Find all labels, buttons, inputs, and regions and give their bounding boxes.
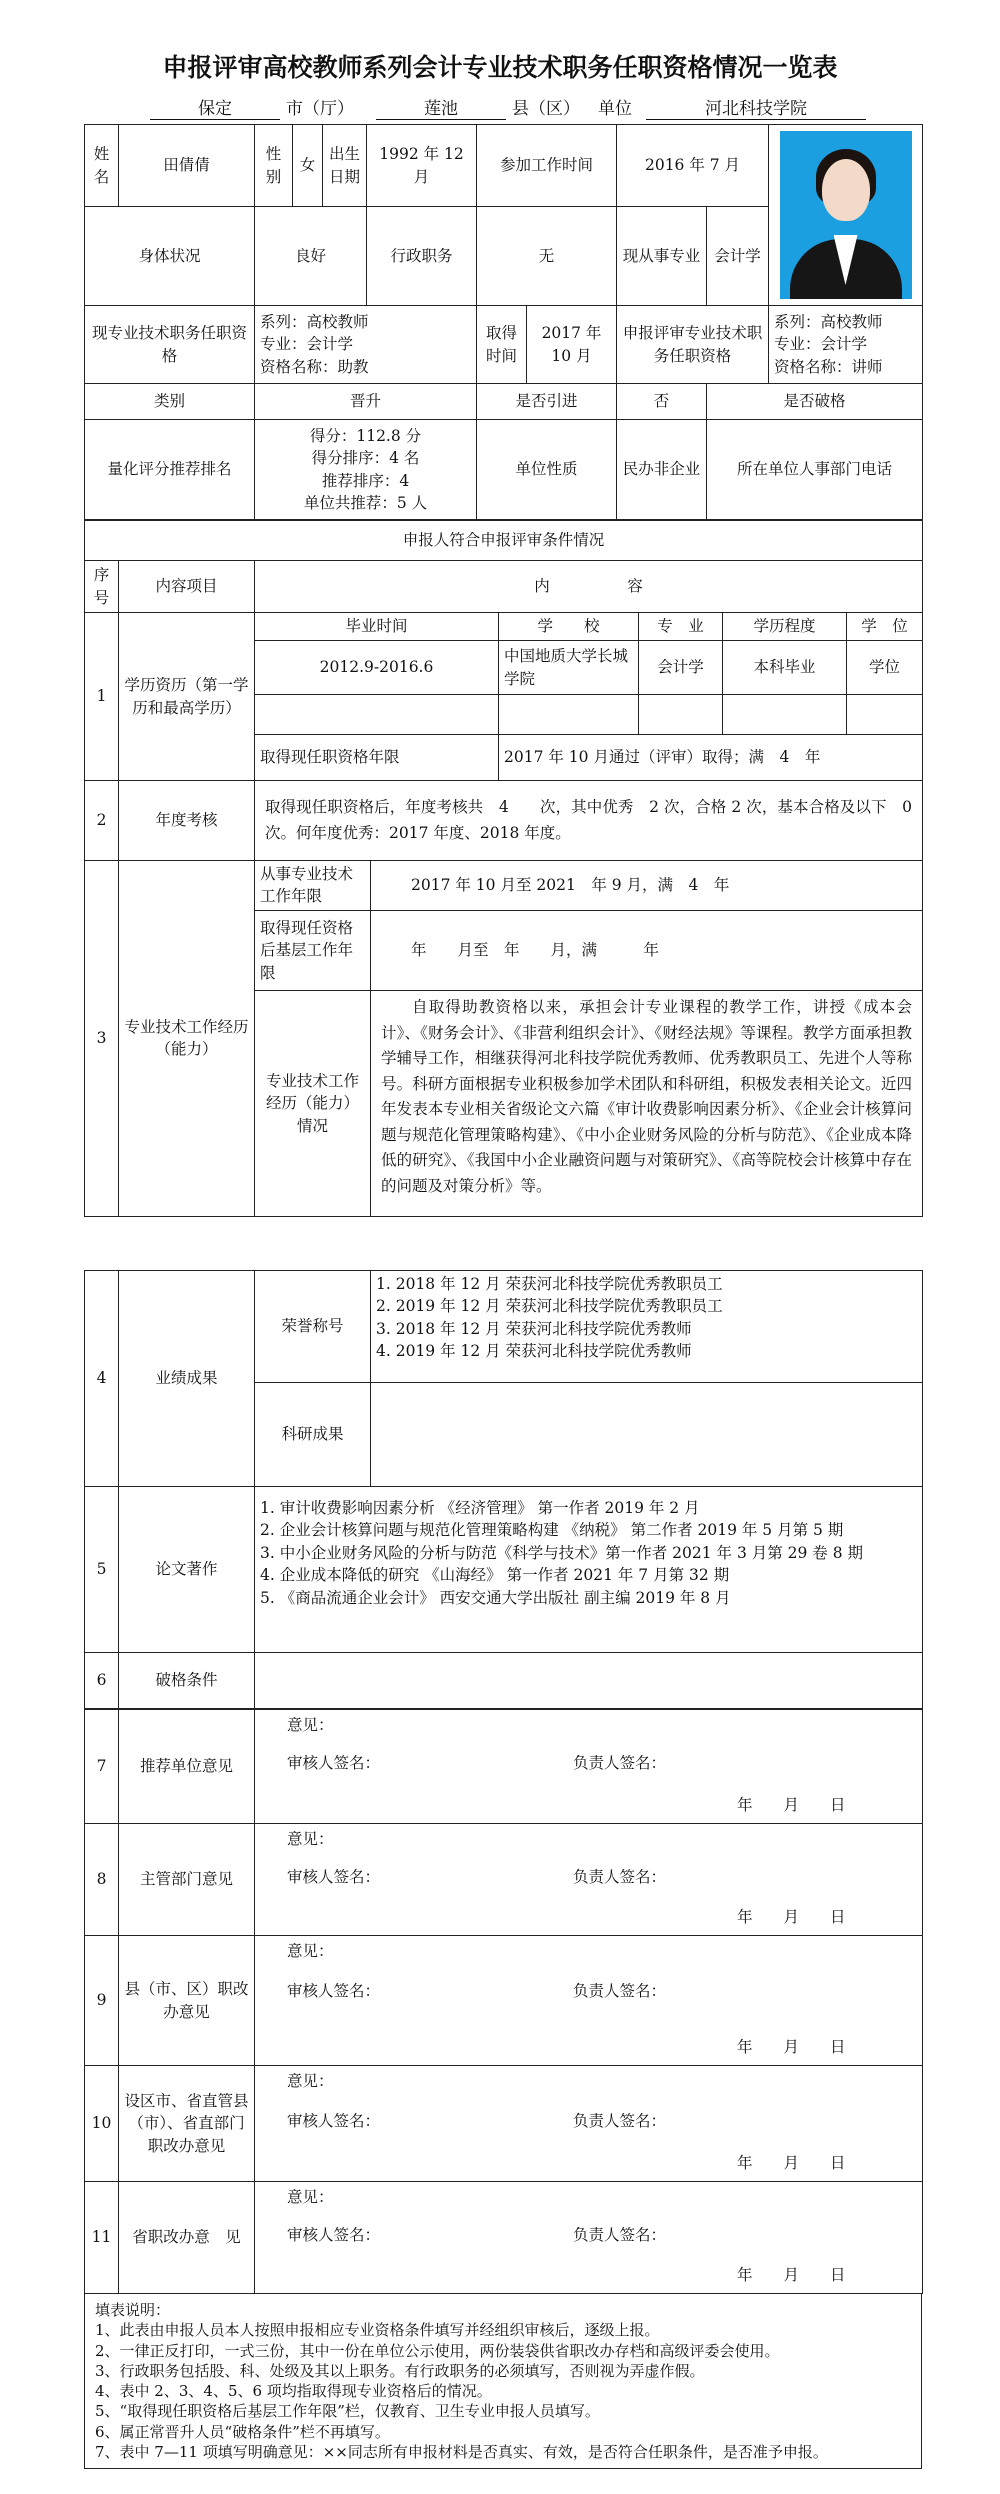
edu-years-value: 2017 年 10 月通过（评审）取得；满 4 年	[499, 735, 923, 781]
basic-info-sheet	[84, 124, 922, 1217]
gender-label: 性别	[255, 125, 293, 207]
admin-label: 行政职务	[367, 207, 477, 306]
edu-major: 会计学	[639, 641, 723, 695]
score-value	[255, 420, 477, 520]
leader-signature: 负责人签名：	[573, 1754, 667, 1772]
reviewer-signature: 审核人签名：	[287, 1868, 381, 1886]
leader-signature: 负责人签名：	[573, 1982, 667, 2000]
category-value: 晋升	[255, 384, 477, 420]
exp-label: 专业技术工作经历（能力）	[119, 861, 255, 1217]
edu-header-school: 学 校	[499, 613, 639, 641]
opinion-text: 意见：	[287, 1830, 334, 1848]
county-suffix: 县（区）	[512, 99, 580, 119]
opinion-no: 9	[85, 1936, 119, 2066]
honor-label: 荣誉称号	[255, 1271, 371, 1383]
opinion-text: 意见：	[287, 2072, 334, 2090]
basic-info-table	[84, 124, 923, 520]
honor-item: 3. 2018 年 12 月 荣获河北科技学院优秀教师	[376, 1319, 692, 1338]
unit-nature-value: 民办非企业	[617, 420, 707, 520]
instruction-item: 1、此表由申报人员本人按照申报相应专业资格条件填写并经组织审核后，逐级上报。	[95, 2321, 660, 2340]
edu-level: 本科毕业	[723, 641, 847, 695]
exception-cond-no: 6	[85, 1653, 119, 1709]
applicant-photo	[780, 131, 912, 299]
instruction-item: 5、“取得现任职资格后基层工作年限”栏，仅教育、卫生专业申报人员填写。	[95, 2402, 600, 2421]
achievements-table	[84, 1270, 923, 1709]
exp-detail-text: 自取得助教资格以来，承担会计专业课程的教学工作，讲授《成本会计》、《财务会计》、《非营利组织会计》、《财经法规》等课程。教学方面承担教学辅导工作，相继获得河北科技学院优秀教师、优秀教职员工、先进个人等称号。科研方面根据专业积极参加学术团队和科研组，积极发表相关论文。近四年发表本专业相关省级论文六篇《审计收费影响因素分析》、《企业会计核算问题与规范化管理策略构建》、《中小企业财务风险的分析与防范》、《企业成本降低的研究》、《我国中小企业融资问题与对策研究》、《高等院校会计核算中存在的问题及对策分析》等。	[371, 990, 923, 1216]
honor-list	[371, 1271, 923, 1383]
intro-value: 否	[617, 384, 707, 420]
edu-years-label: 取得现任职资格年限	[255, 735, 499, 781]
opinion-cell	[255, 1936, 923, 2066]
current-title-series: 系列：高校教师	[260, 312, 369, 331]
assess-label: 年度考核	[119, 781, 255, 861]
photo-cell	[769, 125, 923, 306]
instruction-item: 2、一律正反打印，一式三份，其中一份在单位公示使用，两份装袋供省职改办存档和高级评委会使用。	[95, 2341, 780, 2360]
edu-degree: 学位	[847, 641, 923, 695]
instructions-title: 填表说明：	[95, 2301, 171, 2319]
paper-item: 2. 企业会计核算问题与规范化管理策略构建 《纳税》 第二作者 2019 年 5 月第 5 期	[260, 1521, 844, 1540]
edu-header-major: 专 业	[639, 613, 723, 641]
opinion-date: 年 月 日	[737, 2038, 846, 2056]
instruction-item: 7、表中 7—11 项填写明确意见：××同志所有申报材料是否真实、有效，是否符合任职条件，是否准予申报。	[95, 2442, 828, 2461]
opinion-no: 8	[85, 1824, 119, 1936]
paper-item: 5. 《商品流通企业会计》 西安交通大学出版社 副主编 2019 年 8 月	[260, 1588, 731, 1607]
instruction-item: 3、行政职务包括股、科、处级及其以上职务。有行政职务的必须填写，否则视为弄虚作假。	[95, 2361, 705, 2380]
content-header: 内 容	[255, 561, 923, 613]
edu-header-degree: 学 位	[847, 613, 923, 641]
unit-nature-label: 单位性质	[477, 420, 617, 520]
opinion-label: 设区市、省直管县（市）、省直部门职改办意见	[119, 2066, 255, 2182]
exception-cond-label: 破格条件	[119, 1653, 255, 1709]
edu-time: 2012.9-2016.6	[255, 641, 499, 695]
edu-no: 1	[85, 613, 119, 781]
assess-no: 2	[85, 781, 119, 861]
leader-signature: 负责人签名：	[573, 1868, 667, 1886]
opinion-cell	[255, 1824, 923, 1936]
form-title: 申报评审高校教师系列会计专业技术职务任职资格情况一览表	[162, 53, 838, 82]
opinion-date: 年 月 日	[737, 2154, 846, 2172]
location-line	[150, 94, 870, 120]
intro-label: 是否引进	[477, 384, 617, 420]
current-title-label: 现专业技术职务任职资格	[85, 306, 255, 384]
current-title-major: 专业：会计学	[260, 335, 354, 354]
opinion-text: 意见：	[287, 2188, 334, 2206]
edu-header-level: 学历程度	[723, 613, 847, 641]
name-value: 田倩倩	[119, 125, 255, 207]
birth-label: 出生日期	[323, 125, 367, 207]
name-label: 姓名	[85, 125, 119, 207]
apply-title-label: 申报评审专业技术职务任职资格	[617, 306, 769, 384]
score-points: 得分：112.8 分	[309, 426, 422, 445]
honor-item: 2. 2019 年 12 月 荣获河北科技学院优秀教职员工	[376, 1297, 723, 1316]
fill-instructions	[84, 2294, 922, 2469]
paper-item: 4. 企业成本降低的研究 《山海经》 第一作者 2021 年 7 月第 32 期	[260, 1566, 730, 1585]
obtain-label: 取得时间	[477, 306, 527, 384]
work-value: 2016 年 7 月	[617, 125, 769, 207]
health-value: 良好	[255, 207, 367, 306]
opinion-no: 7	[85, 1710, 119, 1824]
honor-item: 1. 2018 年 12 月 荣获河北科技学院优秀教职员工	[376, 1275, 723, 1293]
apply-title-series: 系列：高校教师	[774, 312, 883, 331]
current-title-name: 资格名称：助教	[260, 357, 369, 376]
reviewer-signature: 审核人签名：	[287, 2112, 381, 2130]
unit-field: 河北科技学院	[646, 94, 866, 120]
achievements-no: 4	[85, 1271, 119, 1487]
opinion-label: 县（市、区）职改办意见	[119, 1936, 255, 2066]
paper-item: 3. 中小企业财务风险的分析与防范《科学与技术》第一作者 2021 年 3 月第 29 卷 8 期	[260, 1543, 864, 1562]
honor-item: 4. 2019 年 12 月 荣获河北科技学院优秀教师	[376, 1342, 692, 1361]
opinion-label: 省职改办意 见	[119, 2182, 255, 2294]
exp-base-value: 年 月至 年 月，满 年	[371, 910, 923, 990]
research-label: 科研成果	[255, 1383, 371, 1487]
seq-header: 序号	[85, 561, 119, 613]
opinion-text: 意见：	[287, 1942, 334, 1960]
county-field: 莲池	[376, 94, 506, 120]
instruction-item: 4、表中 2、3、4、5、6 项均指取得现专业资格后的情况。	[95, 2382, 492, 2400]
reviewer-signature: 审核人签名：	[287, 2226, 381, 2244]
instruction-item: 6、属正常晋升人员“破格条件”栏不再填写。	[95, 2422, 390, 2441]
exception-cond-value	[255, 1653, 923, 1709]
exp-years-value: 2017 年 10 月至 2021 年 9 月，满 4 年	[371, 861, 923, 911]
city-suffix: 市（厅）	[286, 99, 354, 119]
reviewer-signature: 审核人签名：	[287, 1754, 381, 1772]
research-value	[371, 1383, 923, 1487]
opinion-date: 年 月 日	[737, 1908, 846, 1926]
edu-label: 学历资历（第一学历和最高学历）	[119, 613, 255, 781]
exp-detail-label: 专业技术工作经历（能力）情况	[255, 990, 371, 1216]
reviewer-signature: 审核人签名：	[287, 1982, 381, 2000]
edu-school: 中国地质大学长城学院	[499, 641, 639, 695]
opinion-cell	[255, 2182, 923, 2294]
exp-no: 3	[85, 861, 119, 1217]
leader-signature: 负责人签名：	[573, 2226, 667, 2244]
unit-label: 单位	[598, 99, 632, 119]
opinion-cell	[255, 1710, 923, 1824]
obtain-value: 2017 年 10 月	[527, 306, 617, 384]
opinion-date: 年 月 日	[737, 1796, 846, 1814]
gender-value: 女	[293, 125, 323, 207]
phone-label: 所在单位人事部门电话	[707, 420, 923, 520]
papers-label: 论文著作	[119, 1487, 255, 1653]
exp-base-label: 取得现任资格后基层工作年限	[255, 910, 371, 990]
current-title-value	[255, 306, 477, 384]
achievements-label: 业绩成果	[119, 1271, 255, 1487]
health-label: 身体状况	[85, 207, 255, 306]
score-rank: 得分排序：4 名	[311, 449, 420, 468]
exception-label: 是否破格	[707, 384, 923, 420]
assess-text: 取得现任职资格后，年度考核共 4 次，其中优秀 2 次，合格 2 次，基本合格及以下 0 次。何年度优秀：2017 年度、2018 年度。	[255, 781, 923, 861]
score-label: 量化评分推荐排名	[85, 420, 255, 520]
opinion-no: 11	[85, 2182, 119, 2294]
opinion-cell	[255, 2066, 923, 2182]
apply-title-value	[769, 306, 923, 384]
work-label: 参加工作时间	[477, 125, 617, 207]
category-label: 类别	[85, 384, 255, 420]
exp-years-label: 从事专业技术工作年限	[255, 861, 371, 911]
opinion-no: 10	[85, 2066, 119, 2182]
achievements-sheet	[84, 1270, 922, 2469]
city-field: 保定	[150, 94, 280, 120]
edu-header-time: 毕业时间	[255, 613, 499, 641]
conditions-table	[84, 520, 923, 1217]
major-label: 现从事专业	[617, 207, 707, 306]
apply-title-major: 专业：会计学	[774, 335, 868, 354]
admin-value: 无	[477, 207, 617, 306]
score-recommend: 推荐排序：4	[321, 471, 410, 490]
apply-title-name: 资格名称：讲师	[774, 357, 883, 376]
papers-list	[255, 1487, 923, 1653]
opinion-label: 主管部门意见	[119, 1824, 255, 1936]
major-value: 会计学	[707, 207, 769, 306]
opinion-text: 意见：	[287, 1716, 334, 1734]
leader-signature: 负责人签名：	[573, 2112, 667, 2130]
score-total: 单位共推荐：5 人	[303, 493, 428, 512]
papers-no: 5	[85, 1487, 119, 1653]
opinion-date: 年 月 日	[737, 2266, 846, 2284]
conditions-header: 申报人符合申报评审条件情况	[85, 521, 923, 561]
opinions-table	[84, 1709, 923, 2294]
paper-item: 1. 审计收费影响因素分析 《经济管理》 第一作者 2019 年 2 月	[260, 1499, 700, 1517]
opinion-label: 推荐单位意见	[119, 1710, 255, 1824]
birth-value: 1992 年 12 月	[367, 125, 477, 207]
item-header: 内容项目	[119, 561, 255, 613]
